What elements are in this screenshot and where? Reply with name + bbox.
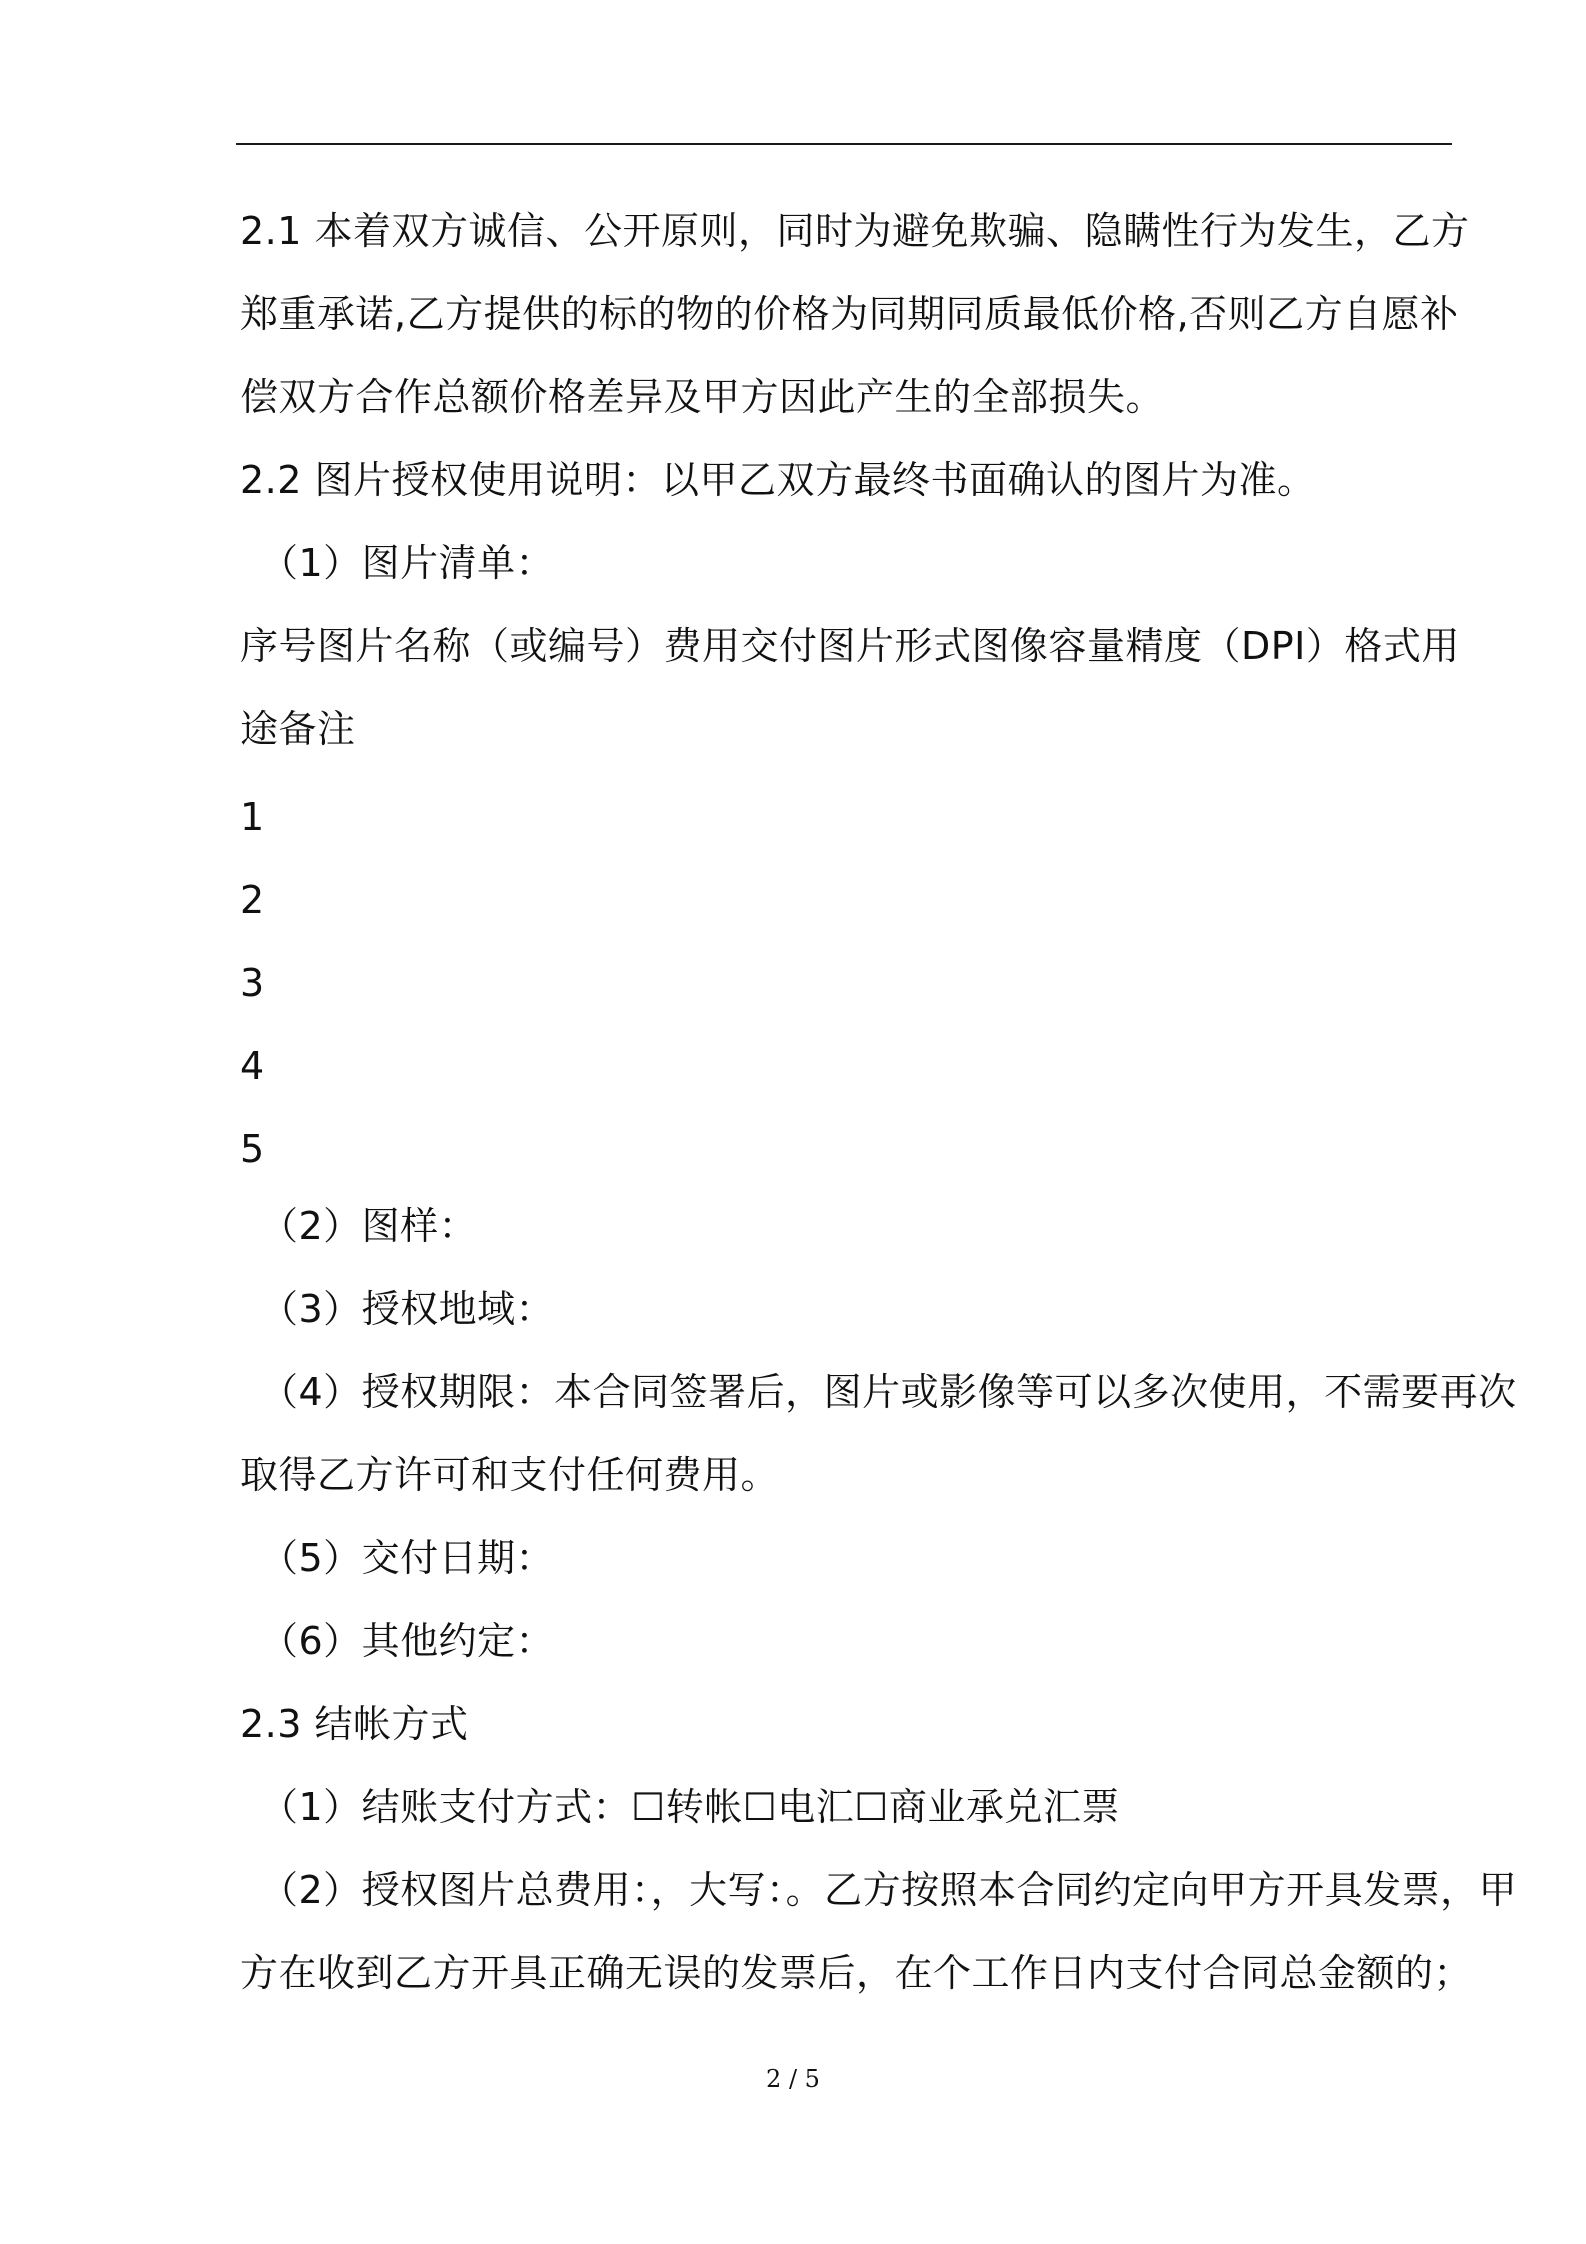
total-fee-line-2: 方在收到乙方开具正确无误的发票后，在个工作日内支付合同总金额的； (240, 1951, 1473, 1995)
clause-2-1-line-1: 2.1 本着双方诚信、公开原则，同时为避免欺骗、隐瞒性行为发生，乙方 (240, 209, 1470, 253)
table-header-line-2: 途备注 (240, 707, 356, 751)
table-row-4: 4 (240, 1044, 265, 1088)
item-sample: （2）图样： (260, 1204, 478, 1248)
table-row-3: 3 (240, 961, 265, 1005)
clause-2-1-line-3: 偿双方合作总额价格差异及甲方因此产生的全部损失。 (240, 375, 1165, 419)
table-row-2: 2 (240, 878, 265, 922)
item-term-line-2: 取得乙方许可和支付任何费用。 (240, 1453, 780, 1497)
item-other-terms: （6）其他约定： (260, 1619, 555, 1663)
item-image-list: （1）图片清单： (260, 541, 555, 585)
total-fee-line-1: （2）授权图片总费用：，大写：。乙方按照本合同约定向甲方开具发票，甲 (260, 1868, 1518, 1912)
clause-2-1-line-2: 郑重承诺,乙方提供的标的物的价格为同期同质最低价格,否则乙方自愿补 (240, 292, 1459, 336)
page-number: 2 / 5 (766, 2065, 820, 2093)
header-rule (236, 143, 1452, 145)
payment-method: （1）结账支付方式：☐转帐☐电汇☐商业承兑汇票 (260, 1785, 1120, 1829)
item-territory: （3）授权地域： (260, 1287, 555, 1331)
table-row-5: 5 (240, 1127, 265, 1171)
table-row-1: 1 (240, 795, 265, 839)
clause-2-3: 2.3 结帐方式 (240, 1702, 469, 1746)
item-term-line-1: （4）授权期限：本合同签署后，图片或影像等可以多次使用，不需要再次 (260, 1370, 1517, 1414)
item-delivery-date: （5）交付日期： (260, 1536, 555, 1580)
table-header-line-1: 序号图片名称（或编号）费用交付图片形式图像容量精度（DPI）格式用 (240, 624, 1460, 668)
clause-2-2: 2.2 图片授权使用说明：以甲乙双方最终书面确认的图片为准。 (240, 458, 1316, 502)
